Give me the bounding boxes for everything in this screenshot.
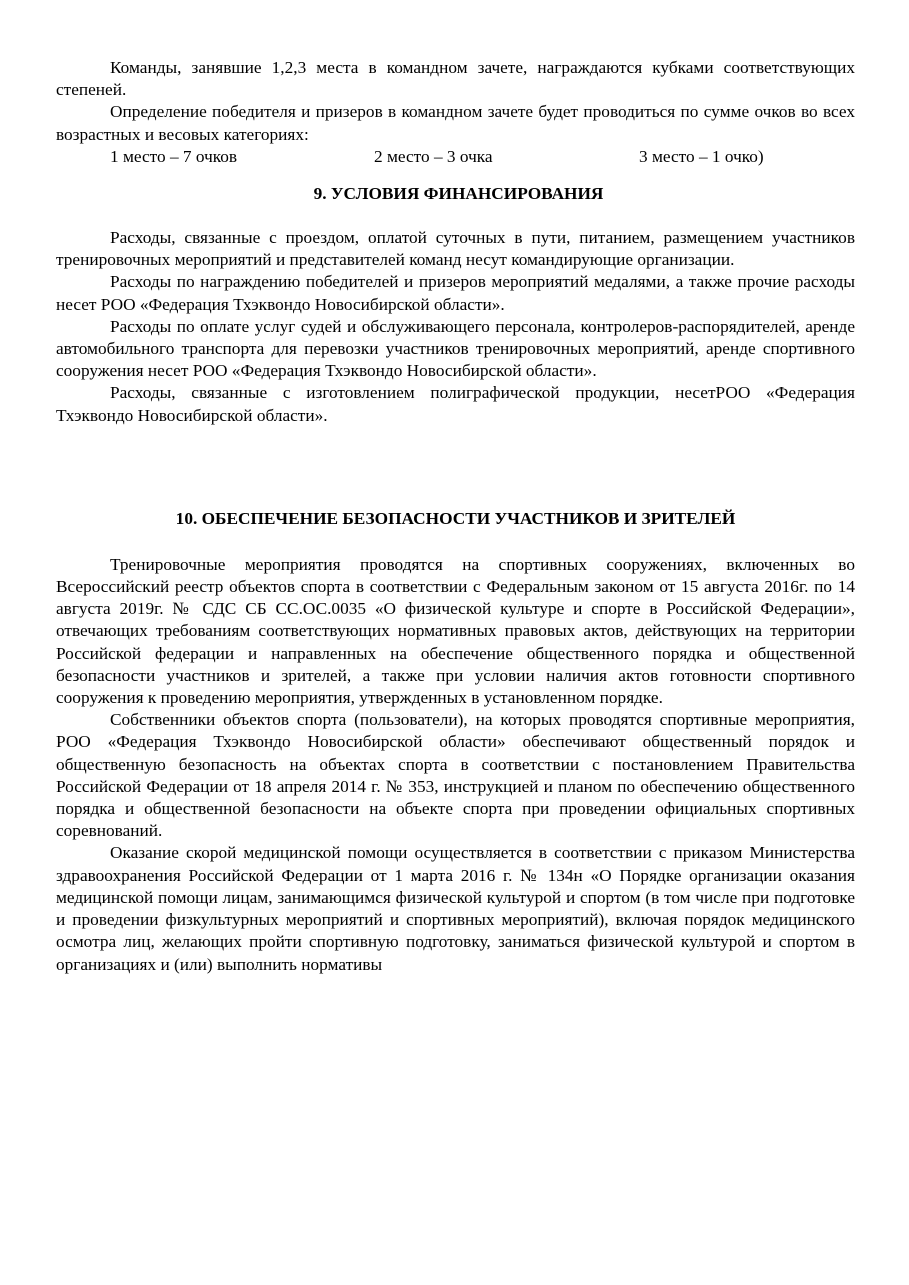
financing-paragraph-4: Расходы, связанные с изготовлением полиграфической продукции, несетРОО «Федерация Тхэквондо Новосибирской области». (56, 383, 855, 425)
section-9-heading: 9. УСЛОВИЯ ФИНАНСИРОВАНИЯ (313, 184, 604, 204)
awards-paragraph: Команды, занявшие 1,2,3 места в командном зачете, награждаются кубками соответствующих степеней. (56, 58, 855, 100)
score-place-3: 3 место – 1 очко) (639, 146, 764, 166)
score-place-2: 2 место – 3 очка (374, 146, 493, 166)
safety-paragraph-2: Собственники объектов спорта (пользователи), на которых проводятся спортивные мероприятия, РОО «Федерация Тхэквондо Новосибирской области» обеспечивают общественный порядок и общественную безопасность на объектах спорта в соответствии с постановлением Правительства Российской Федерации от 18 апреля 2014 г. № 353, инструкцией и планом по обеспечению общественного порядка и общественной безопасности на объекте спорта при проведении официальных спортивных соревнований. (56, 710, 855, 841)
financing-paragraph-1: Расходы, связанные с проездом, оплатой суточных в пути, питанием, размещением участников тренировочных мероприятий и представителей команд несут командирующие организации. (56, 228, 855, 270)
score-place-1: 1 место – 7 очков (110, 146, 238, 166)
safety-paragraph-3: Оказание скорой медицинской помощи осуществляется в соответствии с приказом Министерства здравоохранения Российской Федерации от 1 марта 2016 г. № 134н «О Порядке организации оказания медицинской помощи лицам, занимающимся физической культурой и спортом (в том числе при подготовке и проведении физкультурных мероприятий и спортивных мероприятий), включая порядок медицинского осмотра лиц, желающих пройти спортивную подготовку, заниматься физической культурой и спортом в организациях и (или) выполнить нормативы (56, 843, 855, 974)
safety-paragraph-1: Тренировочные мероприятия проводятся на спортивных сооружениях, включенных во Всероссийский реестр объектов спорта в соответствии с Федеральным законом от 15 августа 2016г. по 14 августа 2019г. № СДС СБ СС.ОС.0035 «О физической культуре и спорте в Российской Федерации», отвечающих требованиям соответствующих нормативных правовых актов, действующих на территории Российской федерации и направленных на обеспечение общественного порядка и общественной безопасности участников и зрителей, а также при условии наличия актов готовности спортивного сооружения к проведению мероприятия, утвержденных в установленном порядке. (56, 554, 855, 708)
financing-paragraph-2: Расходы по награждению победителей и призеров мероприятий медалями, а также прочие расходы несет РОО «Федерация Тхэквондо Новосибирской области». (56, 272, 855, 314)
financing-paragraph-3: Расходы по оплате услуг судей и обслуживающего персонала, контролеров-распорядителей, аренде автомобильного транспорта для перевозки участников тренировочных мероприятий, аренде спортивного сооружения несет РОО «Федерация Тхэквондо Новосибирской области». (56, 316, 855, 381)
score-table (56, 146, 855, 168)
team-scoring-paragraph: Определение победителя и призеров в командном зачете будет проводиться по сумме очков во всех возрастных и весовых категориях: (56, 102, 855, 144)
section-10-heading: 10. ОБЕСПЕЧЕНИЕ БЕЗОПАСНОСТИ УЧАСТНИКОВ И ЗРИТЕЛЕЙ (175, 508, 736, 528)
